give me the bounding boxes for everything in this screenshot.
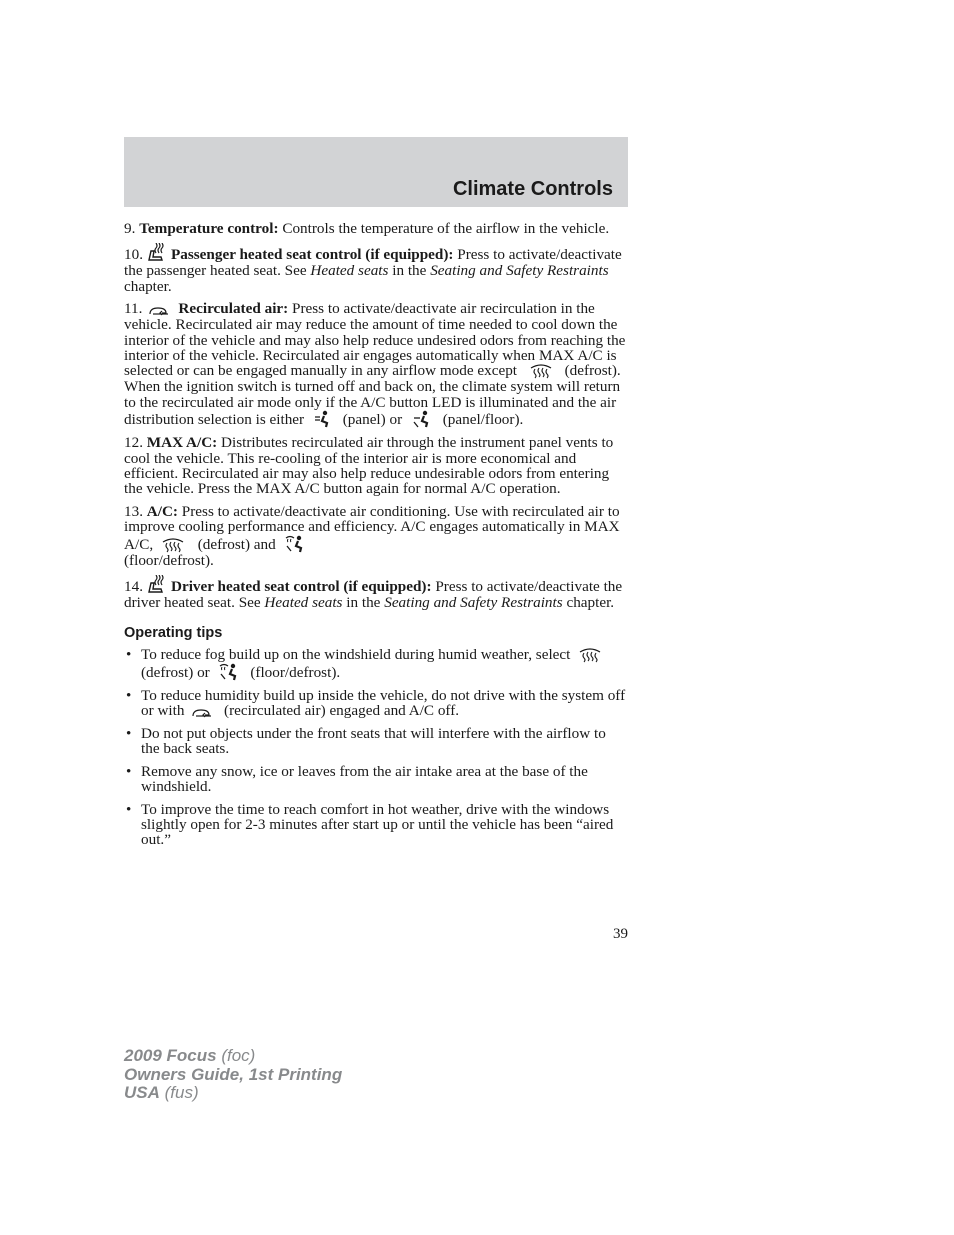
panel-floor-airflow-icon xyxy=(412,410,430,428)
item-number: 13. xyxy=(124,502,143,520)
item-text: Controls the temperature of the airflow in the vehicle. xyxy=(278,220,610,237)
bullet: • xyxy=(126,645,132,663)
defrost-icon xyxy=(578,647,602,663)
item-text: (panel/floor). xyxy=(438,411,524,429)
cross-reference-chapter: Seating and Safety Restraints xyxy=(430,262,609,280)
footer-guide: Owners Guide, 1st Printing xyxy=(124,1064,343,1084)
cross-reference: Heated seats xyxy=(310,262,389,280)
list-item xyxy=(124,726,628,757)
item-number: 9. xyxy=(124,220,136,237)
section-header-band xyxy=(124,137,628,207)
item-label: Passenger heated seat control (if equipped): xyxy=(170,246,454,264)
item-text: Press to activate/deactivate air recirculation in the vehicle. Recirculated air may reduce the amount of time needed to cool down the interior of the vehicle and may also help reduce undesired odors from reaching the interior of the vehicle. Recirculated air engages automatically when MAX A/C is selected or can be engaged manually in any airflow mode except xyxy=(124,300,626,380)
tip-text: To reduce fog build up on the windshield during humid weather, select xyxy=(141,645,575,663)
item-14 xyxy=(124,575,628,610)
item-label: MAX A/C: xyxy=(146,434,218,452)
item-label: Recirculated air: xyxy=(178,300,289,318)
bullet: • xyxy=(126,724,132,742)
tip-text: (defrost) or xyxy=(141,663,214,681)
item-number: 11. xyxy=(124,300,143,318)
item-text: (floor/defrost). xyxy=(124,551,214,569)
item-text: (defrost) and xyxy=(193,535,280,553)
bullet: • xyxy=(126,762,132,780)
item-text: Distributes recirculated air through the instrument panel vents to cool the vehicle. This re-cooling of the interior air is more economical and efficient. Recirculated air may also help reduce undesirable odors from entering the vehicle. Press the MAX A/C button again for normal A/C operation. xyxy=(124,434,614,498)
item-text: (defrost). When the ignition switch is turned off and back on, the climate system will return to the recirculated air mode only if the A/C button LED is illuminated and the air distribution selection is either xyxy=(124,362,621,429)
item-label: A/C: xyxy=(146,502,178,520)
item-11 xyxy=(124,301,628,428)
cross-reference-chapter: Seating and Safety Restraints xyxy=(384,594,563,612)
item-13 xyxy=(124,504,628,568)
item-text: Press to activate/deactivate air conditioning. Use with recirculated air to improve cooling performance and efficiency. A/C engages automatically in MAX A/C, xyxy=(124,502,620,553)
operating-tips-heading: Operating tips xyxy=(124,624,223,641)
list-item xyxy=(124,802,628,848)
item-text: Press to activate/deactivate the passenger heated seat. See xyxy=(124,246,622,280)
bullet: • xyxy=(126,800,132,818)
floor-defrost-icon xyxy=(218,663,238,681)
heated-seat-icon xyxy=(146,575,168,595)
footer-market-code: (fus) xyxy=(159,1083,199,1102)
footer-line-market xyxy=(124,1084,342,1103)
recirculated-air-icon xyxy=(191,707,213,719)
document-footer xyxy=(124,1047,342,1103)
page-content xyxy=(124,221,628,855)
item-text: Press to activate/deactivate the driver heated seat. See xyxy=(124,578,623,612)
cross-reference: Heated seats xyxy=(264,594,343,612)
defrost-icon xyxy=(529,363,553,379)
item-text: chapter. xyxy=(562,594,615,612)
tip-text: (recirculated air) engaged and A/C off. xyxy=(220,701,460,719)
list-item xyxy=(124,688,628,719)
list-item xyxy=(124,647,628,681)
item-12 xyxy=(124,435,628,497)
defrost-icon xyxy=(161,537,185,553)
footer-model-code: (foc) xyxy=(216,1046,256,1065)
item-10 xyxy=(124,243,628,294)
tip-text: Do not put objects under the front seats that will interfere with the airflow to the back seats. xyxy=(141,724,606,758)
tip-text: To improve the time to reach comfort in hot weather, drive with the windows slightly open for 2-3 minutes after start up or until the vehicle has been “aired out.” xyxy=(141,800,614,849)
item-text: (panel) or xyxy=(338,411,406,429)
footer-model: 2009 Focus xyxy=(124,1046,217,1065)
footer-line-guide xyxy=(124,1066,342,1085)
item-number: 10. xyxy=(124,246,143,264)
item-text: in the xyxy=(342,594,385,612)
panel-airflow-icon xyxy=(314,410,330,428)
item-number: 14. xyxy=(124,578,143,596)
item-label: Driver heated seat control (if equipped): xyxy=(170,578,432,596)
tip-text: (floor/defrost). xyxy=(246,663,341,681)
tip-text: Remove any snow, ice or leaves from the air intake area at the base of the windshield. xyxy=(141,762,588,796)
operating-tips-list xyxy=(124,647,628,848)
list-item xyxy=(124,764,628,795)
item-9 xyxy=(124,221,628,236)
item-text: in the xyxy=(388,262,431,280)
item-label: Temperature control: xyxy=(139,220,279,237)
tip-text: To reduce humidity build up inside the vehicle, do not drive with the system off or with xyxy=(141,686,626,719)
item-number: 12. xyxy=(124,434,143,452)
section-title: Climate Controls xyxy=(452,178,613,200)
floor-defrost-icon xyxy=(284,535,304,553)
footer-line-model xyxy=(124,1047,342,1066)
heated-seat-icon xyxy=(146,243,168,263)
bullet: • xyxy=(126,686,132,704)
page-number: 39 xyxy=(613,926,628,942)
footer-market: USA xyxy=(124,1083,160,1102)
item-text: chapter. xyxy=(124,277,172,295)
